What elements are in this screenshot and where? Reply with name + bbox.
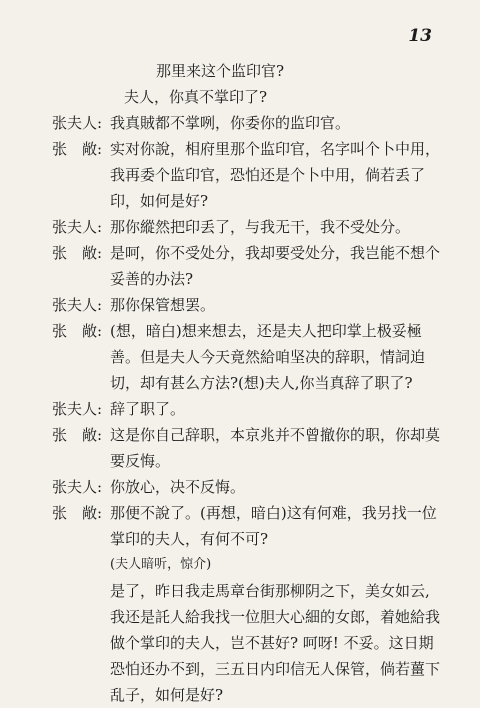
page-number: 13 xyxy=(408,26,432,46)
dialogue-text: 做个掌印的夫人，岂不甚好? 呵呀! 不妥。这日期 xyxy=(110,634,434,652)
dialogue-text: 辞了职了。 xyxy=(110,400,186,418)
speaker-label: 张夫人: xyxy=(52,296,103,314)
dialogue-text: 我还是託人給我找一位胆大心細的女郎，着她給我 xyxy=(110,608,441,626)
script-line xyxy=(0,578,480,604)
speaker-label: 张 敞: xyxy=(52,322,103,340)
script-line xyxy=(0,604,480,630)
speaker-label: 张夫人: xyxy=(52,400,103,418)
dialogue-text: 那你縱然把印丢了，与我无干，我不受处分。 xyxy=(110,218,411,236)
script-line xyxy=(0,500,480,526)
dialogue-text: 我真賊都不掌咧，你委你的监印官。 xyxy=(110,114,351,132)
dialogue-text: 乱子，如何是好? xyxy=(110,686,224,704)
script-line xyxy=(0,214,480,240)
dialogue-text: 实对你說，相府里那个监印官，名字叫个卜中用， xyxy=(110,140,441,158)
dialogue-text: 是呵，你不受处分，我却要受处分，我岂能不想个 xyxy=(110,244,441,262)
speaker-label: 张夫人: xyxy=(52,218,103,236)
speaker-label: 张夫人: xyxy=(52,478,103,496)
dialogue-text: 善。但是夫人今天竟然給咱坚决的辞职，情詞迫 xyxy=(110,348,426,366)
script-line xyxy=(0,656,480,682)
script-line xyxy=(0,396,480,422)
dialogue-text: 那便不說了。(再想，暗白)这有何难，我另找一位 xyxy=(110,504,437,522)
script-line xyxy=(0,188,480,214)
speaker-label: 张 敞: xyxy=(52,140,103,158)
script-line xyxy=(0,422,480,448)
speaker-label: 张 敞: xyxy=(52,244,103,262)
script-line xyxy=(0,682,480,708)
dialogue-text: 妥善的办法? xyxy=(110,270,194,288)
script-line xyxy=(0,136,480,162)
speaker-label: 张 敞: xyxy=(52,426,103,444)
script-line xyxy=(0,474,480,500)
script-line xyxy=(0,552,480,578)
script-line xyxy=(0,162,480,188)
dialogue-text: 印，如何是好? xyxy=(110,192,209,210)
script-line xyxy=(0,240,480,266)
script-line xyxy=(0,84,480,110)
dialogue-text: 夫人，你真不掌印了? xyxy=(124,88,268,106)
script-line xyxy=(0,110,480,136)
script-line xyxy=(0,448,480,474)
speaker-label: 张夫人: xyxy=(52,114,103,132)
dialogue-text: 切，却有甚么方法?(想)夫人,你当真辞了职了? xyxy=(110,374,413,392)
dialogue-text: 你放心，决不反悔。 xyxy=(110,478,246,496)
script-line xyxy=(0,318,480,344)
script-line xyxy=(0,370,480,396)
dialogue-text: 是了，昨日我走馬章台街那柳阴之下，美女如云, xyxy=(110,582,430,600)
dialogue-text: 这是你自己辞职，本京兆并不曾撤你的职，你却莫 xyxy=(110,426,441,444)
script-line xyxy=(0,630,480,656)
script-body xyxy=(0,58,480,708)
dialogue-text: 那你保管想罢。 xyxy=(110,296,216,314)
dialogue-text: 掌印的夫人，有何不可? xyxy=(110,530,269,548)
dialogue-text: 恐怕还办不到，三五日内印信无人保管，倘若薑下 xyxy=(110,660,441,678)
dialogue-text: 要反悔。 xyxy=(110,452,171,470)
dialogue-text: 那里来这个监印官? xyxy=(156,62,285,80)
script-line xyxy=(0,292,480,318)
script-line xyxy=(0,526,480,552)
script-line xyxy=(0,58,480,84)
dialogue-text: (夫人暗听，惊介) xyxy=(110,557,212,572)
speaker-label: 张 敞: xyxy=(52,504,103,522)
script-line xyxy=(0,344,480,370)
dialogue-text: 我再委个监印官，恐怕还是个卜中用，倘若丢了 xyxy=(110,166,426,184)
script-line xyxy=(0,266,480,292)
dialogue-text: (想，暗白)想来想去，还是夫人把印掌上极妥極 xyxy=(110,322,422,340)
